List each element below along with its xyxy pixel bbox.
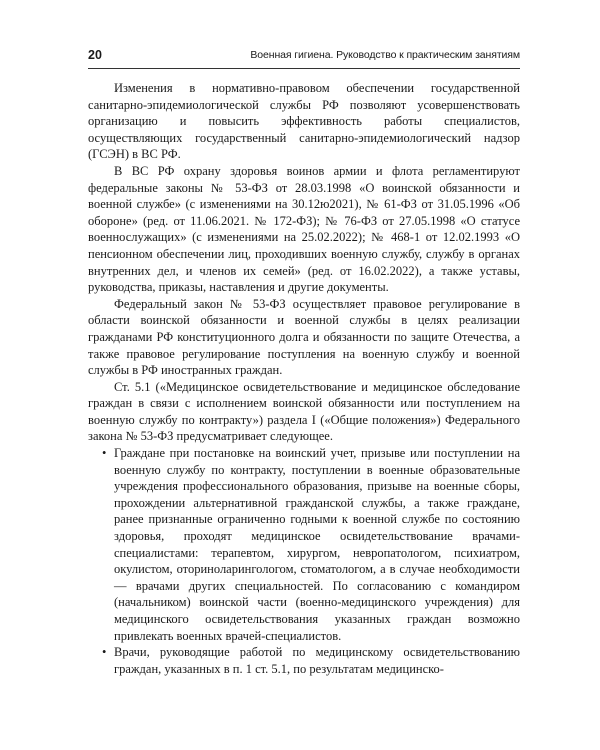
page-number: 20 <box>88 48 102 62</box>
paragraph: Ст. 5.1 («Медицинское освидетельствование и медицинское обследование граждан в связи с исполнением воинской обязанности или поступлением на военную службу по контракту») раздела I («Общие положения») Федерального закона № 53-ФЗ предусматривает следующее. <box>88 379 520 444</box>
bullet-marker: • <box>102 645 107 660</box>
list-item <box>88 445 520 644</box>
paragraph: Изменения в нормативно-правовом обеспечении государственной санитарно-эпидемиологической службы РФ позволяют усовершенствовать организацию и повысить эффективность работы специалистов, осуществляющих государственный санитарно-эпидемиологический надзор (ГСЭН) в ВС РФ. <box>88 81 520 162</box>
list-item-text: Граждане при постановке на воинский учет, призыве или поступлении на военную службу по контракту, поступлении в военные образовательные учреждения профессионального образования, призыве на военные сборы, прохождении альтернативной гражданской службы, а также граждане, ранее признанные ограниченно годными к военной службе по состоянию здоровья, проходят медицинское освидетельствование врачами-специалистами: терапевтом, хирургом, невропатологом, психиатром, окулистом, оториноларингологом, стоматологом, а в случае необходимости — врачами других специальностей. По согласованию с командиром (начальником) воинской части (военно-медицинского учреждения) для медицинского освидетельствования указанных граждан возможно привлекать военных врачей-специалистов. <box>114 446 520 643</box>
list-item <box>88 644 520 677</box>
paragraph: В ВС РФ охрану здоровья воинов армии и флота регламентируют федеральные законы № 53-ФЗ от 28.03.1998 «О воинской обязанности и военной службе» (с изменениями на 30.12ю2021), № 61-ФЗ от 31.05.1996 «Об обороне» (ред. от 11.06.2021. № 172-ФЗ); № 76-ФЗ от 27.05.1998 «О статусе военнослужащих» (с изменениями на 25.02.2022); № 468-1 от 12.02.1993 «О пенсионном обеспечении лиц, проходивших военную службу, службу в органах внутренних дел, и членов их семей» (ред. от 16.02.2022), а также уставы, руководства, приказы, наставления и другие документы. <box>88 163 520 295</box>
body-text <box>88 80 520 677</box>
page-header <box>88 44 520 69</box>
list-item-text: Врачи, руководящие работой по медицинскому освидетельствованию граждан, указанных в п. 1 ст. 5.1, по результатам медицинско- <box>114 645 520 676</box>
bullet-marker: • <box>102 446 107 461</box>
paragraph: Федеральный закон № 53-ФЗ осуществляет правовое регулирование в области воинской обязанности и военной службы в целях реализации гражданами РФ конституционного долга и обязанности по защите Отечества, а также правовое регулирование поступления на военную службу и военной службы в РФ иностранных граждан. <box>88 296 520 378</box>
running-title: Военная гигиена. Руководство к практическим занятиям <box>250 49 520 61</box>
bullet-list <box>88 445 520 677</box>
